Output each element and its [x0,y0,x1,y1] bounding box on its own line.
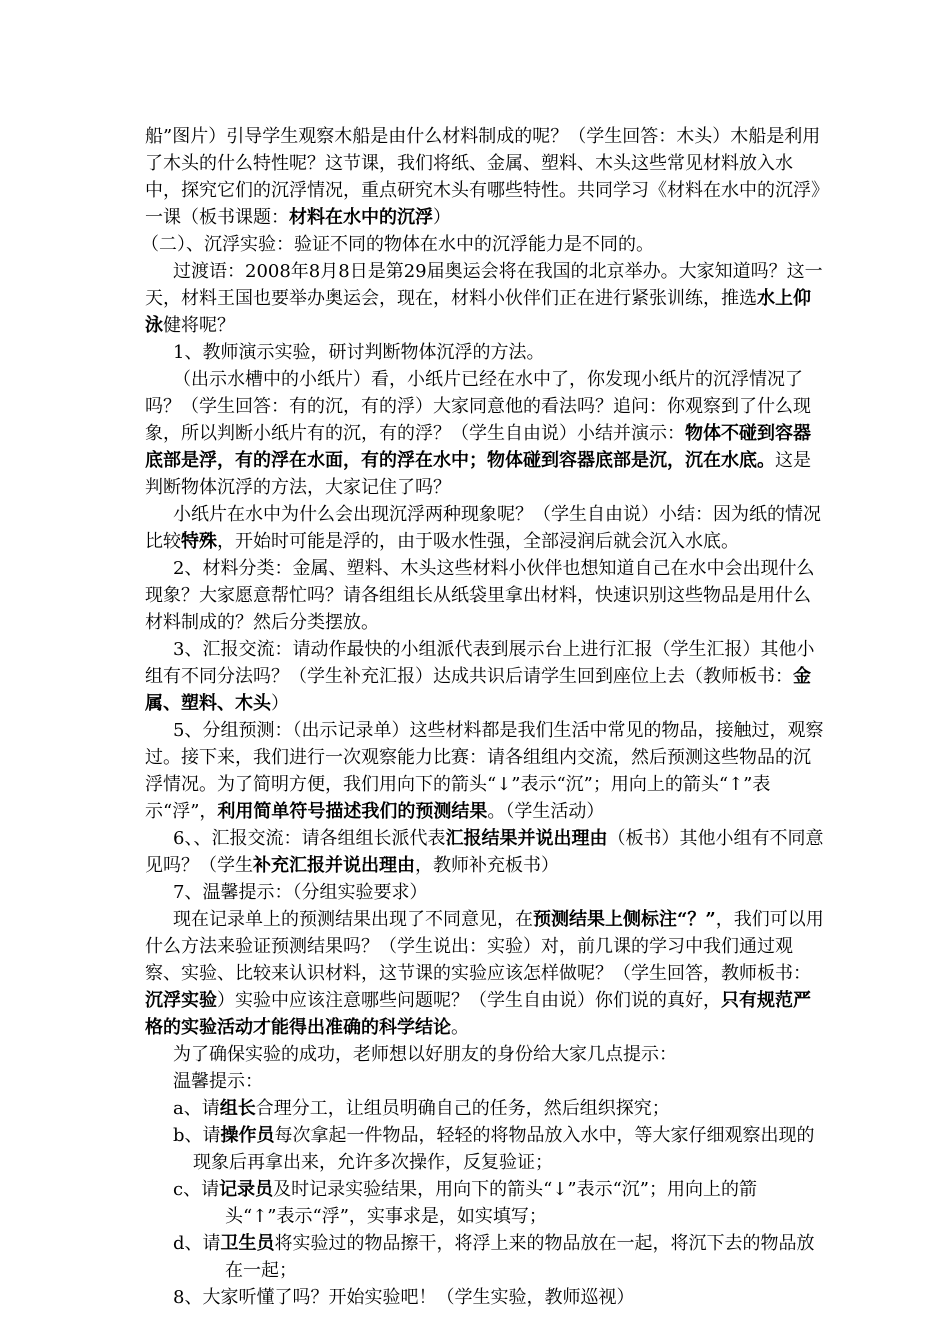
step-6-text-c: （板书）其他小组有不同意见吗？（学生 [145,828,824,876]
ensure-paragraph: 为了确保实验的成功，老师想以好朋友的身份给大家几点提示： [173,1044,677,1065]
verify-paragraph [145,906,825,1041]
tip-role: 操作员 [220,1125,275,1146]
verify-text-a: 现在记录单上的预测结果出现了不同意见，在 [173,909,533,930]
section-heading: （二）、沉浮实验：验证不同的物体在水中的沉浮能力是不同的。 [141,234,654,255]
intro-end: ） [433,207,451,228]
document-body [141,123,825,1311]
tip-item-a [145,1095,825,1122]
step-5-bold: 利用简单符号描述我们的预测结果 [217,801,488,822]
transition-text: 过渡语：2008年8月8日是第29届奥运会将在我国的北京举办。大家知道吗？这一天，材料王国也要举办奥运会，现在，材料小伙伴们正在进行紧张训练，推选 [145,261,823,309]
step-6 [145,825,825,879]
tip-text: 及时记录实验结果，用向下的箭头“↓”表示“沉”；用向上的箭头“↑”表示“浮”，实事求是，如实填写； [225,1179,757,1227]
verify-bold-2: 沉浮实验 [145,990,217,1011]
step-6-text-d: ，教师补充板书） [415,855,559,876]
verify-text-c: ，我们可以用什么方法来验证预测结果吗？（学生说出：实验）对，前几课的学习中我们通过观察、实验、比较来认识材料，这节课的实验应该怎样做呢？（学生回答，教师板书： [145,909,824,984]
intro-text: 船”图片）引导学生观察木船是由什么材料制成的呢？（学生回答：木头）木船是利用了木头的什么特性呢？这节课，我们将纸、金属、塑料、木头这些常见材料放入水中，探究它们的沉浮情况，重点研究木头有哪些特性。共同学习《材料在水中的沉浮》一课（板书课题： [145,126,821,228]
tip-role: 记录员 [219,1179,274,1200]
demo-paragraph [145,366,825,501]
paper-paragraph [145,501,825,555]
step-8: 8、大家听懂了吗？开始实验吧！（学生实验，教师巡视） [173,1287,635,1308]
tip-text: 将实验过的物品擦干，将浮上来的物品放在一起，将沉下去的物品放在一起； [225,1233,815,1281]
tip-item-b [145,1122,825,1176]
tip-prefix: d、请 [173,1233,221,1254]
step-5 [145,717,825,825]
tip-text: 每次拿起一件物品，轻轻的将物品放入水中，等大家仔细观察出现的现象后再拿出来，允许多次操作，反复验证； [193,1125,815,1173]
tip-prefix: c、请 [173,1179,220,1200]
intro-paragraph [145,123,825,231]
step-2: 2、材料分类：金属、塑料、木头这些材料小伙伴也想知道自己在水中会出现什么现象？大家愿意帮忙吗？请各组组长从纸袋里拿出材料，快速识别这些物品是用什么材料制成的？然后分类摆放。 [145,558,815,633]
step-3 [145,636,825,717]
step-3-end: ） [271,693,289,714]
tip-prefix: a、请 [173,1098,220,1119]
step-7: 7、温馨提示：（分组实验要求） [173,882,428,903]
step-6-text-a: 6、、汇报交流：请各组组长派代表 [173,828,446,849]
verify-text-d: ）实验中应该注意哪些问题呢？（学生自由说）你们说的真好， [217,990,721,1011]
tips-title: 温馨提示： [173,1071,263,1092]
verify-bold-3: 只有规范严格的实验活动才能得出准确的科学结论 [145,990,811,1038]
lesson-title: 材料在水中的沉浮 [289,207,433,228]
step-3-text: 3、汇报交流：请动作最快的小组派代表到展示台上进行汇报（学生汇报）其他小组有不同分法吗？（学生补充汇报）达成共识后请学生回到座位上去（教师板书： [145,639,815,687]
tip-item-d [145,1230,825,1284]
transition-bold: 水上仰泳 [145,288,811,336]
tip-role: 卫生员 [220,1233,275,1254]
step-1: 1、教师演示实验，研讨判断物体沉浮的方法。 [173,342,545,363]
paper-bold: 特殊 [181,531,217,552]
demo-end: 这是判断物体沉浮的方法，大家记住了吗？ [145,450,811,498]
verify-text-e: 。 [451,1017,469,1038]
step-5-text: 5、分组预测：（出示记录单）这些材料都是我们生活中常见的物品，接触过，观察过。接下来，我们进行一次观察能力比赛：请各组组内交流，然后预测这些物品的沉浮情况。为了简明方便，我们用向下的箭头“↓”表示“沉”；用向上的箭头“↑”表示“浮”， [145,720,824,822]
paper-text: 小纸片在水中为什么会出现沉浮两种现象呢？（学生自由说）小结：因为纸的情况比较 [145,504,821,552]
demo-bold: 物体不碰到容器底部是浮，有的浮在水面，有的浮在水中；物体碰到容器底部是沉，沉在水底。 [145,423,811,471]
step-6-bold-2: 补充汇报并说出理由 [253,855,415,876]
verify-bold-1: 预测结果上侧标注“？” [533,909,716,930]
transition-end: 健将呢？ [163,315,235,336]
transition-paragraph [145,258,825,339]
tip-text: 合理分工，让组员明确自己的任务，然后组织探究； [255,1098,670,1119]
tip-prefix: b、请 [173,1125,221,1146]
step-5-end: 。（学生活动） [487,801,605,822]
step-3-bold: 金属、塑料、木头 [145,666,811,714]
tip-item-c [145,1176,825,1230]
tip-role: 组长 [219,1098,256,1119]
demo-text: （出示水槽中的小纸片）看，小纸片已经在水中了，你发现小纸片的沉浮情况了吗？（学生回答：有的沉，有的浮）大家同意他的看法吗？追问：你观察到了什么现象，所以判断小纸片有的沉，有的浮？（学生自由说）小结并演示： [145,369,811,444]
paper-end: ，开始时可能是浮的，由于吸水性强，全部浸润后就会沉入水底。 [217,531,739,552]
step-6-bold-1: 汇报结果并说出理由 [445,828,608,849]
